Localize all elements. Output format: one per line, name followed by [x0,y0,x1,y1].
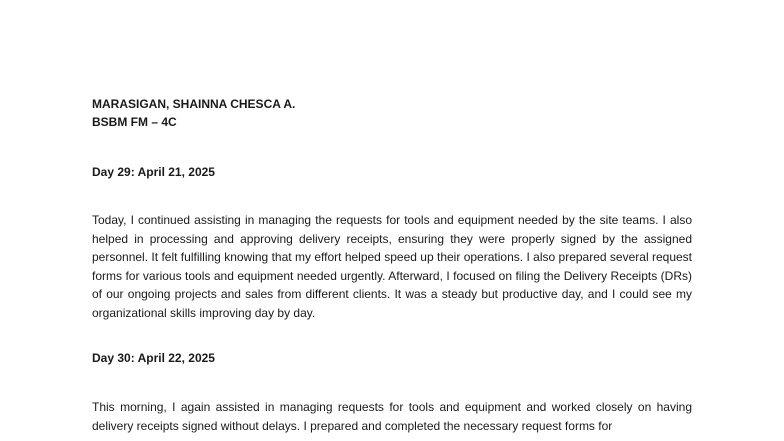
entry-body-day-29: Today, I continued assisting in managing the requests for tools and equipment needed by the site teams. I also helped in processing and approving delivery receipts, ensuring they were properly signed by the assigned personnel. It felt fulfilling knowing that my effort helped speed up their operations. I also prepared several request forms for various tools and equipment needed urgently. Afterward, I focused on filing the Delivery Receipts (DRs) of our ongoing projects and sales from different clients. It was a steady but productive day, and I could see my organizational skills improving day by day. [92,213,692,320]
entry-body-day-30: This morning, I again assisted in managing requests for tools and equipment and worked closely on having delivery receipts signed without delays. I prepared and completed the necessary request forms for [92,400,692,433]
entry-heading-day-29: Day 29: April 21, 2025 [92,165,215,179]
entry-heading-day-30: Day 30: April 22, 2025 [92,351,215,365]
student-course: BSBM FM – 4C [92,115,177,129]
document-content [92,95,692,435]
student-name: MARASIGAN, SHAINNA CHESCA A. [92,97,296,111]
